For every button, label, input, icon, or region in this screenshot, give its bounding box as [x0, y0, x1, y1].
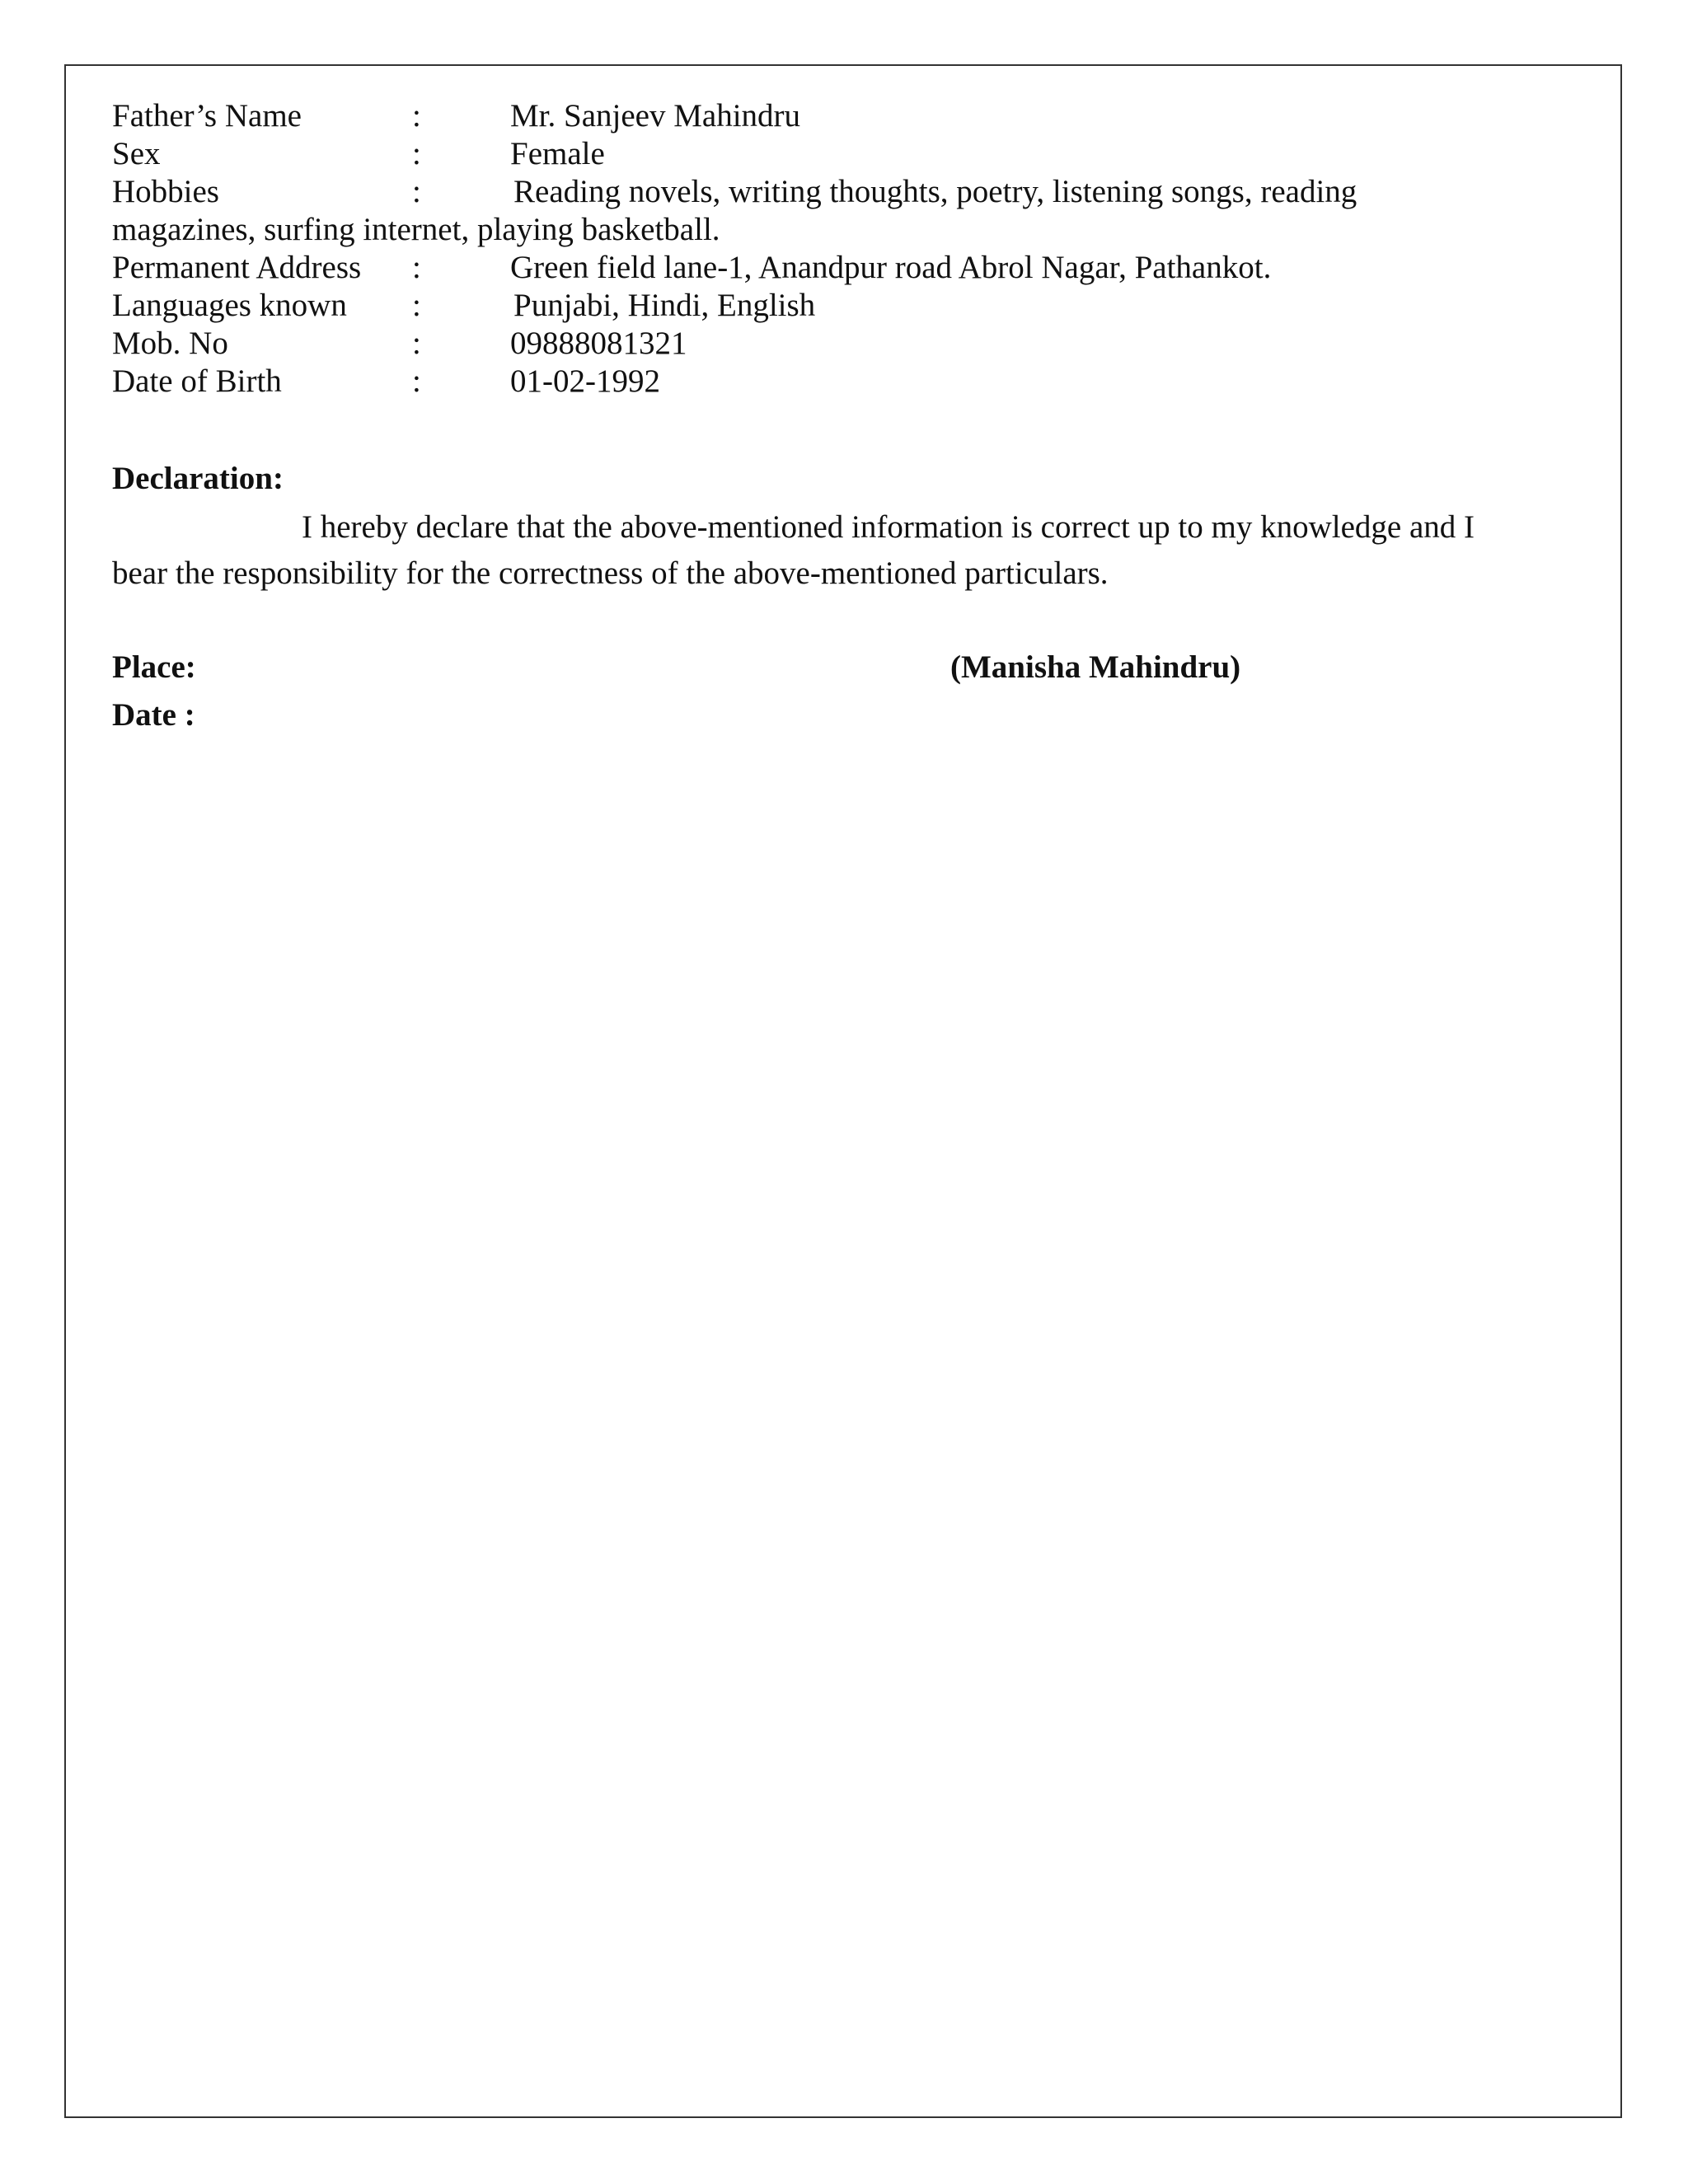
sex-colon: :: [412, 136, 421, 171]
declaration-heading: Declaration:: [112, 461, 284, 496]
declaration-line-2: bear the responsibility for the correctness of the above-mentioned particulars.: [112, 555, 1109, 591]
date-of-birth-colon: :: [412, 363, 421, 399]
hobbies-value: Reading novels, writing thoughts, poetry, listening songs, reading: [513, 174, 1357, 209]
declaration-line-1: I hereby declare that the above-mentioned information is correct up to my knowledge and I: [302, 509, 1475, 545]
sex-value: Female: [510, 136, 605, 171]
hobbies-value-continued: magazines, surfing internet, playing basketball.: [112, 212, 720, 247]
detail-row-sex: [112, 135, 1579, 173]
hobbies-colon: :: [412, 174, 421, 209]
personal-details: [112, 97, 1579, 401]
languages-known-colon: :: [412, 288, 421, 323]
detail-row-date-of-birth: [112, 363, 1579, 401]
date-label: Date :: [112, 697, 195, 733]
declaration-text: [112, 504, 1513, 597]
permanent-address-value: Green field lane-1, Anandpur road Abrol Nagar, Pathankot.: [510, 250, 1272, 285]
detail-row-mob-no: [112, 325, 1579, 363]
place-label: Place:: [112, 649, 196, 685]
fathers-name-colon: :: [412, 98, 421, 134]
detail-row-fathers-name: [112, 97, 1579, 135]
detail-row-permanent-address: [112, 249, 1579, 287]
languages-known-value: Punjabi, Hindi, English: [513, 288, 816, 323]
mob-no-colon: :: [412, 326, 421, 361]
date-of-birth-value: 01-02-1992: [510, 363, 660, 399]
detail-row-hobbies: [112, 173, 1579, 211]
permanent-address-colon: :: [412, 250, 421, 285]
signature-name: (Manisha Mahindru): [950, 649, 1241, 685]
sex-label: Sex: [112, 136, 161, 171]
mob-no-label: Mob. No: [112, 326, 228, 361]
permanent-address-label: Permanent Address: [112, 250, 362, 285]
date-of-birth-label: Date of Birth: [112, 363, 282, 399]
mob-no-value: 09888081321: [510, 326, 687, 361]
fathers-name-label: Father’s Name: [112, 98, 302, 134]
detail-row-languages-known: [112, 287, 1579, 325]
languages-known-label: Languages known: [112, 288, 347, 323]
hobbies-label: Hobbies: [112, 174, 219, 209]
fathers-name-value: Mr. Sanjeev Mahindru: [510, 98, 801, 134]
